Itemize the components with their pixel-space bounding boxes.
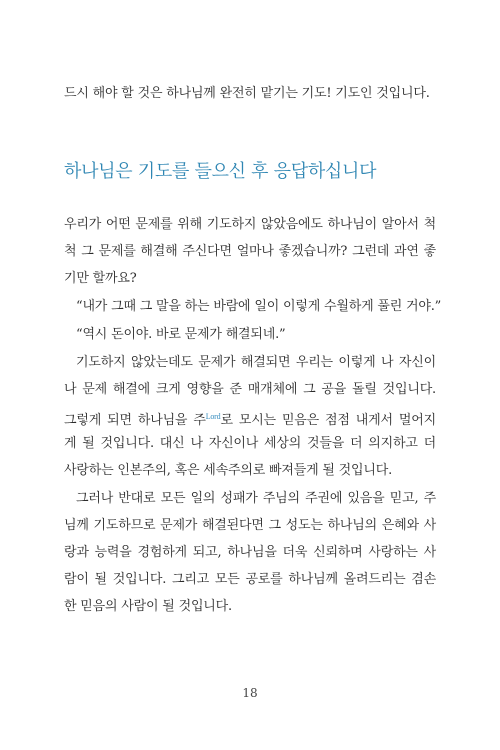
paragraph-2-line-3 (64, 408, 436, 430)
line-3-before: 그렇게 되면 하나님을 주 (64, 413, 206, 428)
paragraph-2-line-2: 나 문제 해결에 크게 영향을 준 매개체에 그 공을 돌릴 것입니다. (64, 382, 436, 397)
lord-superscript: Lord (205, 412, 221, 421)
paragraph-2-line-4: 게 될 것입니다. 대신 나 자신이나 세상의 것들을 더 의지하고 더 (64, 436, 436, 451)
page-number: 18 (242, 686, 258, 700)
section-heading: 하나님은 기도를 들으신 후 응답하십니다 (64, 161, 377, 182)
paragraph-1-line-2: 척 그 문제를 해결해 주신다면 얼마나 좋겠습니까? 그런데 과연 좋 (64, 244, 436, 259)
paragraph-3-line-2: 님께 기도하므로 문제가 해결된다면 그 성도는 하나님의 은혜와 사 (64, 518, 436, 533)
continued-text-line: 드시 해야 할 것은 하나님께 완전히 맡기는 기도! 기도인 것입니다. (64, 86, 430, 101)
paragraph-2-line-1: 기도하지 않았는데도 문제가 해결되면 우리는 이렇게 나 자신이 (76, 355, 436, 370)
quote-2: “역시 돈이야. 바로 문제가 해결되네.” (76, 327, 286, 342)
paragraph-3-line-3: 랑과 능력을 경험하게 되고, 하나님을 더욱 신뢰하며 사랑하는 사 (64, 545, 436, 560)
book-page (64, 0, 442, 750)
paragraph-3-line-5: 한 믿음의 사람이 될 것입니다. (64, 599, 232, 614)
paragraph-2-line-5: 사랑하는 인본주의, 혹은 세속주의로 빠져들게 될 것입니다. (64, 463, 393, 478)
paragraph-1-line-3: 기만 할까요? (64, 271, 137, 286)
paragraph-1-line-1: 우리가 어떤 문제를 위해 기도하지 않았음에도 하나님이 알아서 척 (64, 217, 436, 232)
quote-1: “내가 그때 그 말을 하는 바람에 일이 이렇게 수월하게 풀린 거야.” (76, 299, 442, 314)
paragraph-3-line-1: 그러나 반대로 모든 일의 성패가 주님의 주권에 있음을 믿고, 주 (76, 491, 436, 506)
paragraph-3-line-4: 람이 될 것입니다. 그리고 모든 공로를 하나님께 올려드리는 겸손 (64, 572, 436, 587)
line-3-after: 로 모시는 믿음은 점점 내게서 멀어지 (220, 413, 436, 428)
